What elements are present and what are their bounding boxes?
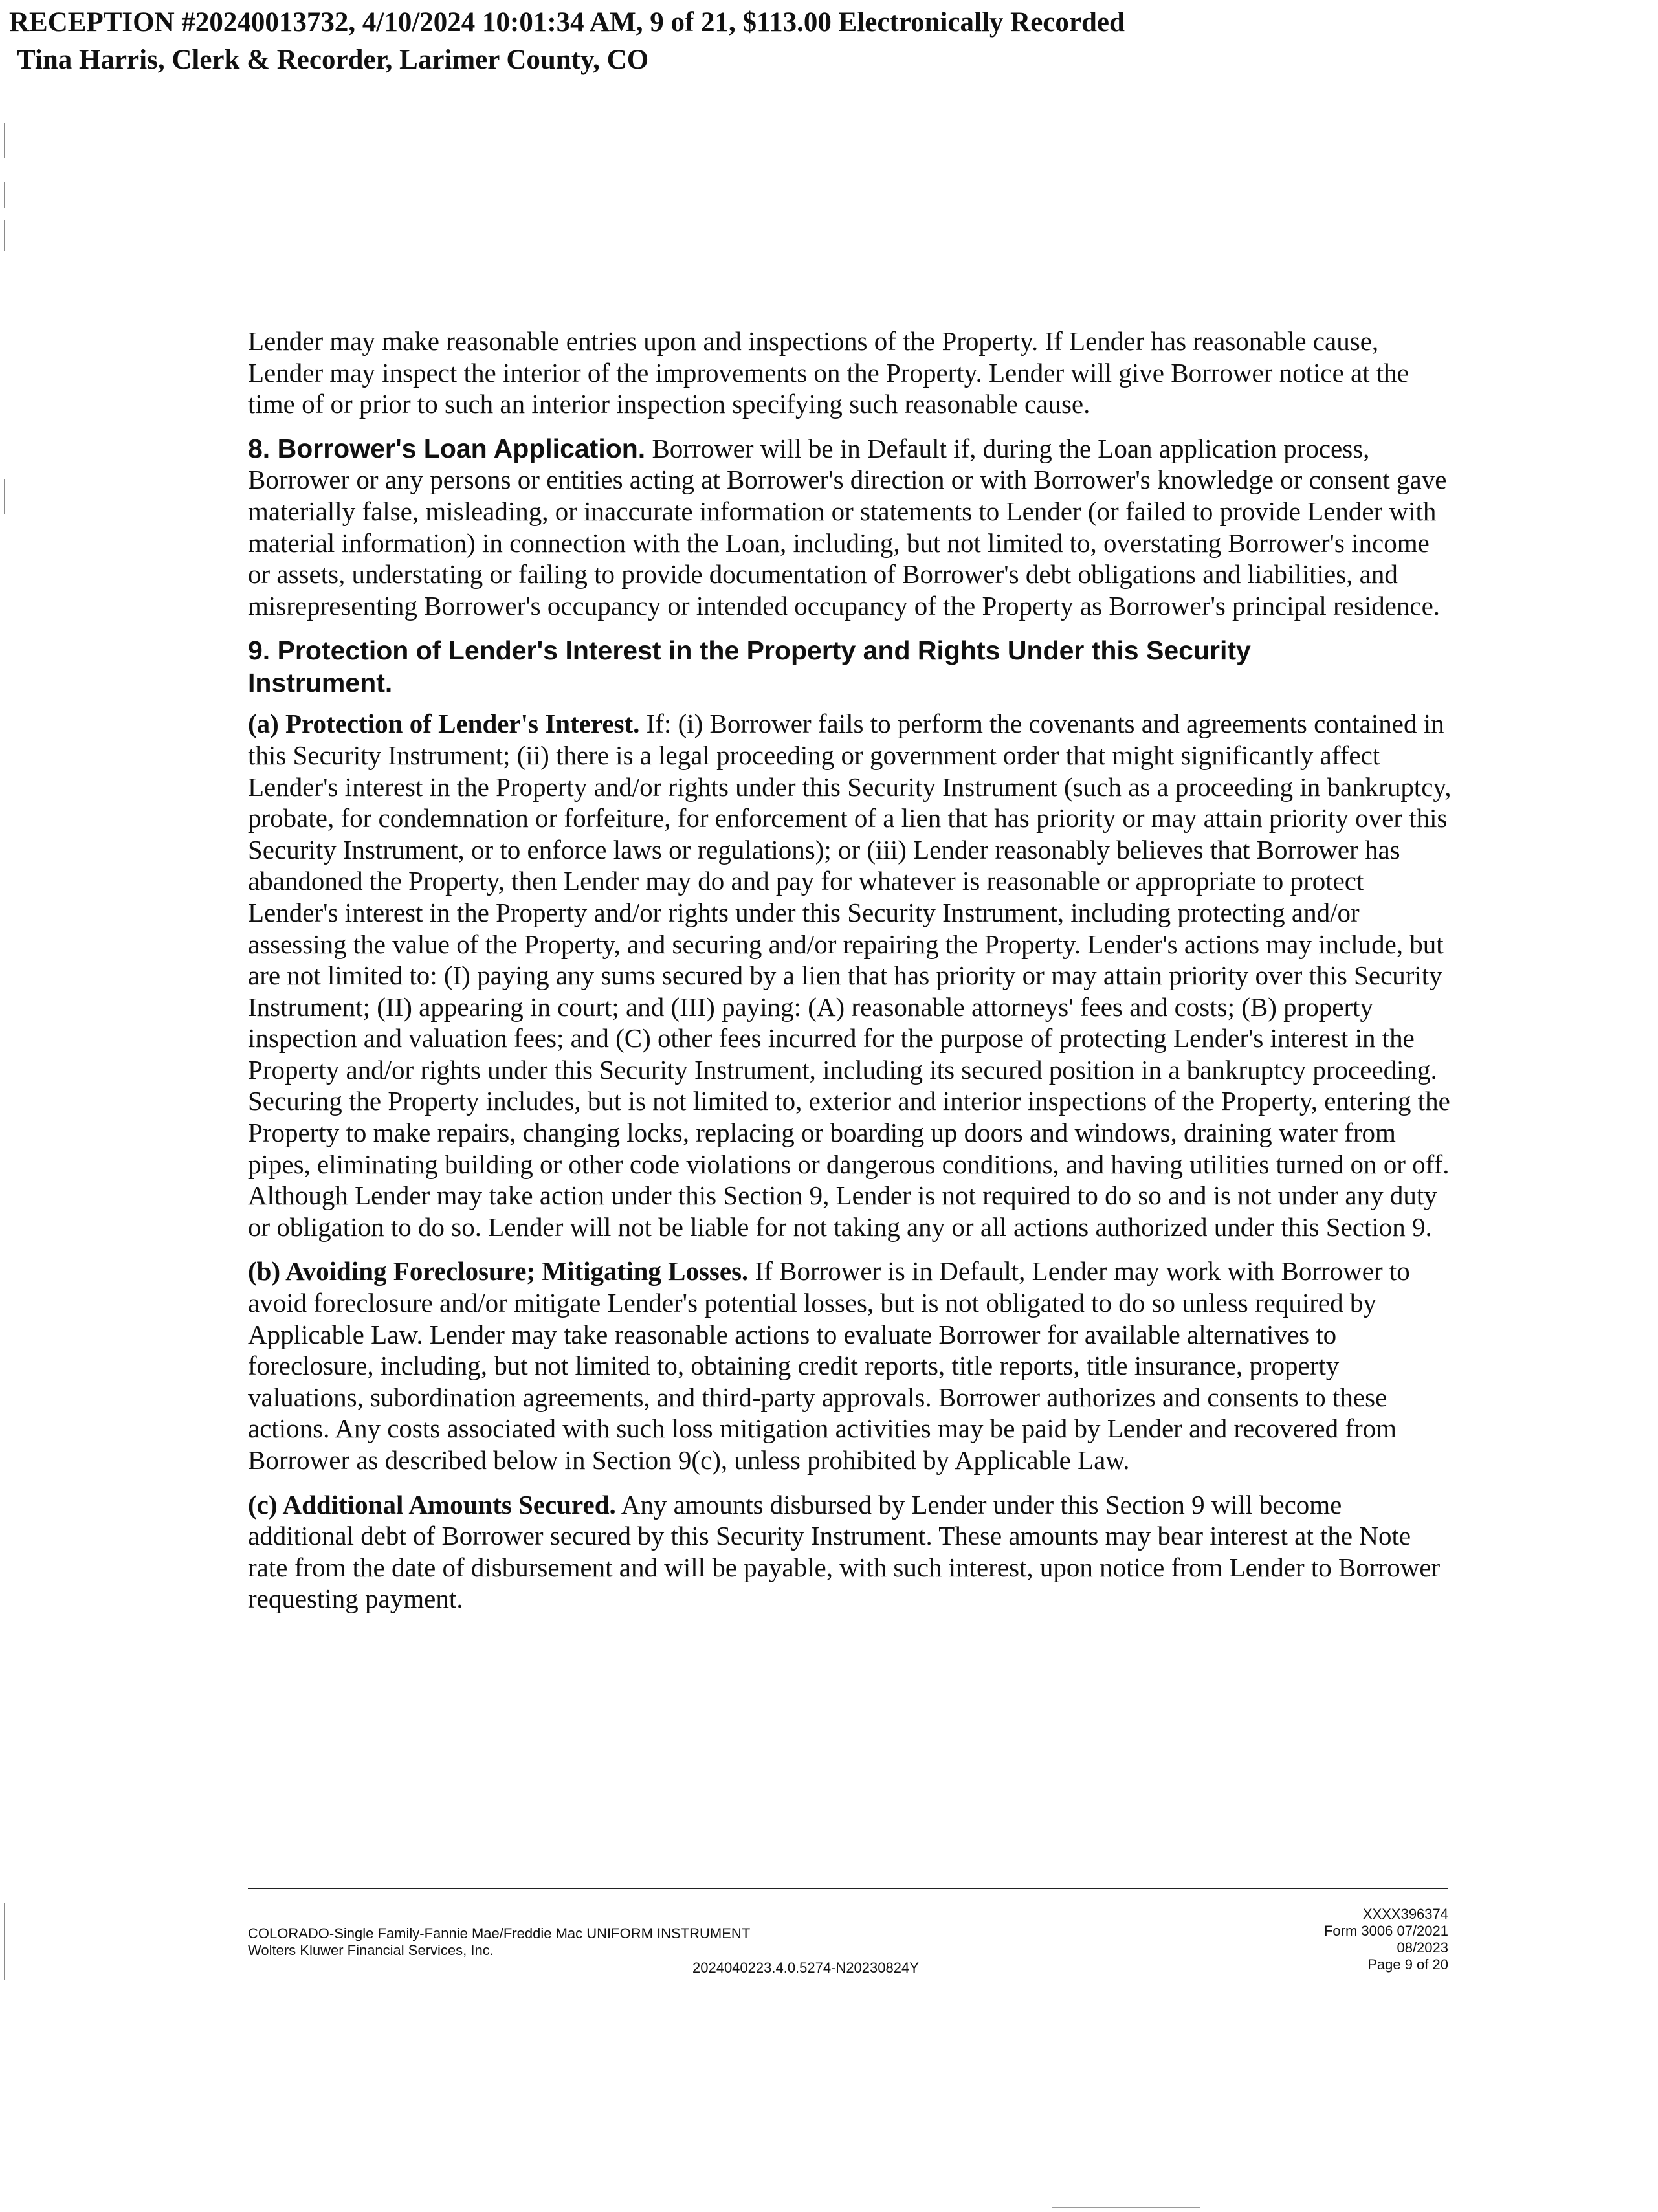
document-body (248, 326, 1452, 1628)
section-8-heading: 8. Borrower's Loan Application. (248, 433, 646, 463)
bottom-scan-line (1052, 2207, 1200, 2208)
recorder-line: Tina Harris, Clerk & Recorder, Larimer County, CO (17, 45, 649, 75)
scan-mark-lower (4, 479, 5, 514)
section-9a-heading: (a) Protection of Lender's Interest. (248, 709, 640, 739)
section-9c-paragraph (248, 1489, 1452, 1615)
scan-mark-mid (4, 220, 5, 251)
scan-mark-upper (4, 182, 5, 208)
footer-page-info (1197, 1906, 1448, 1973)
section-9b-text: If Borrower is in Default, Lender may work with Borrower to avoid foreclosure and/or mitigate Lender's potential losses, but is not obligated to do so unless required by Applicable Law. Lender may take reasonable actions to evaluate Borrower for available alternatives to foreclosure, including, but not limited to, obtaining credit reports, title reports, title insurance, property valuations, subordination agreements, and third-party approvals. Borrower authorizes and consents to these actions. Any costs associated with such loss mitigation activities may be paid by Lender and recovered from Borrower as described below in Section 9(c), unless prohibited by Applicable Law. (248, 1256, 1410, 1475)
footer-publisher: Wolters Kluwer Financial Services, Inc. (248, 1942, 494, 1958)
section-9a-text: If: (i) Borrower fails to perform the covenants and agreements contained in this Security Instrument; (ii) there is a legal proceeding or government order that might significantly affect Lender's interest in the Property and/or rights under this Security Instrument (such as a proceeding in bankruptcy, probate, for condemnation or forfeiture, for enforcement of a lien that has priority or may attain priority over this Security Instrument, or to enforce laws or regulations); or (iii) Lender reasonably believes that Borrower has abandoned the Property, then Lender may do and pay for whatever is reasonable or appropriate to protect Lender's interest in the Property and/or rights under this Security Instrument, including protecting and/or assessing the value of the Property, and securing and/or repairing the Property. Lender's actions may include, but are not limited to: (I) paying any sums secured by a lien that has priority or may attain priority over this Security Instrument; (II) appearing in court; and (III) paying: (A) reasonable attorneys' fees and costs; (B) property inspection and valuation fees; and (C) other fees incurred for the purpose of protecting Lender's interest in the Property and/or rights under this Security Instrument, including its secured position in a bankruptcy proceeding. Securing the Property includes, but is not limited to, exterior and interior inspections of the Property, entering the Property to make repairs, changing locks, replacing or boarding up doors and windows, draining water from pipes, eliminating building or other code violations or dangerous conditions, and having utilities turned on or off. Although Lender may take action under this Section 9, Lender is not required to do so and is not under any duty or obligation to do so. Lender will not be liable for not taking any or all actions authorized under this Section 9. (248, 709, 1452, 1242)
footer-form-info (248, 1925, 750, 1959)
reception-line: RECEPTION #20240013732, 4/10/2024 10:01:34 AM, 9 of 21, $113.00 Electronically Recorded (9, 7, 1125, 38)
recording-header (9, 4, 1125, 79)
section-9c-text: Any amounts disbursed by Lender under this Section 9 will become additional debt of Borrower secured by this Security Instrument. These amounts may bear interest at the Note rate from the date of disbursement and will be payable, with such interest, upon notice from Lender to Borrower requesting payment. (248, 1489, 1441, 1614)
footer-page-number: Page 9 of 20 (1367, 1956, 1448, 1973)
section-8-text: Borrower will be in Default if, during the Loan application process, Borrower or any persons or entities acting at Borrower's direction or with Borrower's knowledge or consent gave materially false, misleading, or inaccurate information or statements to Lender (or failed to provide Lender with material information) in connection with the Loan, including, but not limited to, overstating Borrower's income or assets, understating or failing to provide documentation of Borrower's debt obligations and liabilities, and misrepresenting Borrower's occupancy or intended occupancy of the Property as Borrower's principal residence. (248, 433, 1447, 621)
footer-loan-number: XXXX396374 (1362, 1906, 1448, 1922)
footer-form-number: Form 3006 07/2021 (1323, 1923, 1448, 1939)
section-9a-paragraph (248, 708, 1452, 1243)
intro-paragraph: Lender may make reasonable entries upon and inspections of the Property. If Lender has reasonable cause, Lender may inspect the interior of the improvements on the Property. Lender will give Borrower notice at the time of or prior to such an interior inspection specifying such reasonable cause. (248, 326, 1409, 419)
section-9b-paragraph (248, 1255, 1452, 1476)
section-9-heading: 9. Protection of Lender's Interest in the Property and Rights Under this Security Instrument. (248, 636, 1251, 698)
footer-divider (248, 1888, 1448, 1889)
section-9b-heading: (b) Avoiding Foreclosure; Mitigating Losses. (248, 1256, 749, 1287)
footer-revision-date: 08/2023 (1397, 1940, 1448, 1956)
scan-mark-bottom (4, 1903, 5, 1980)
scan-mark-top (4, 123, 5, 158)
section-8-paragraph (248, 433, 1452, 622)
section-9c-heading: (c) Additional Amounts Secured. (248, 1489, 616, 1520)
footer-document-id: 2024040223.4.0.5274-N20230824Y (692, 1960, 919, 1976)
footer-instrument-title: COLORADO-Single Family-Fannie Mae/Freddie Mac UNIFORM INSTRUMENT (248, 1925, 751, 1941)
